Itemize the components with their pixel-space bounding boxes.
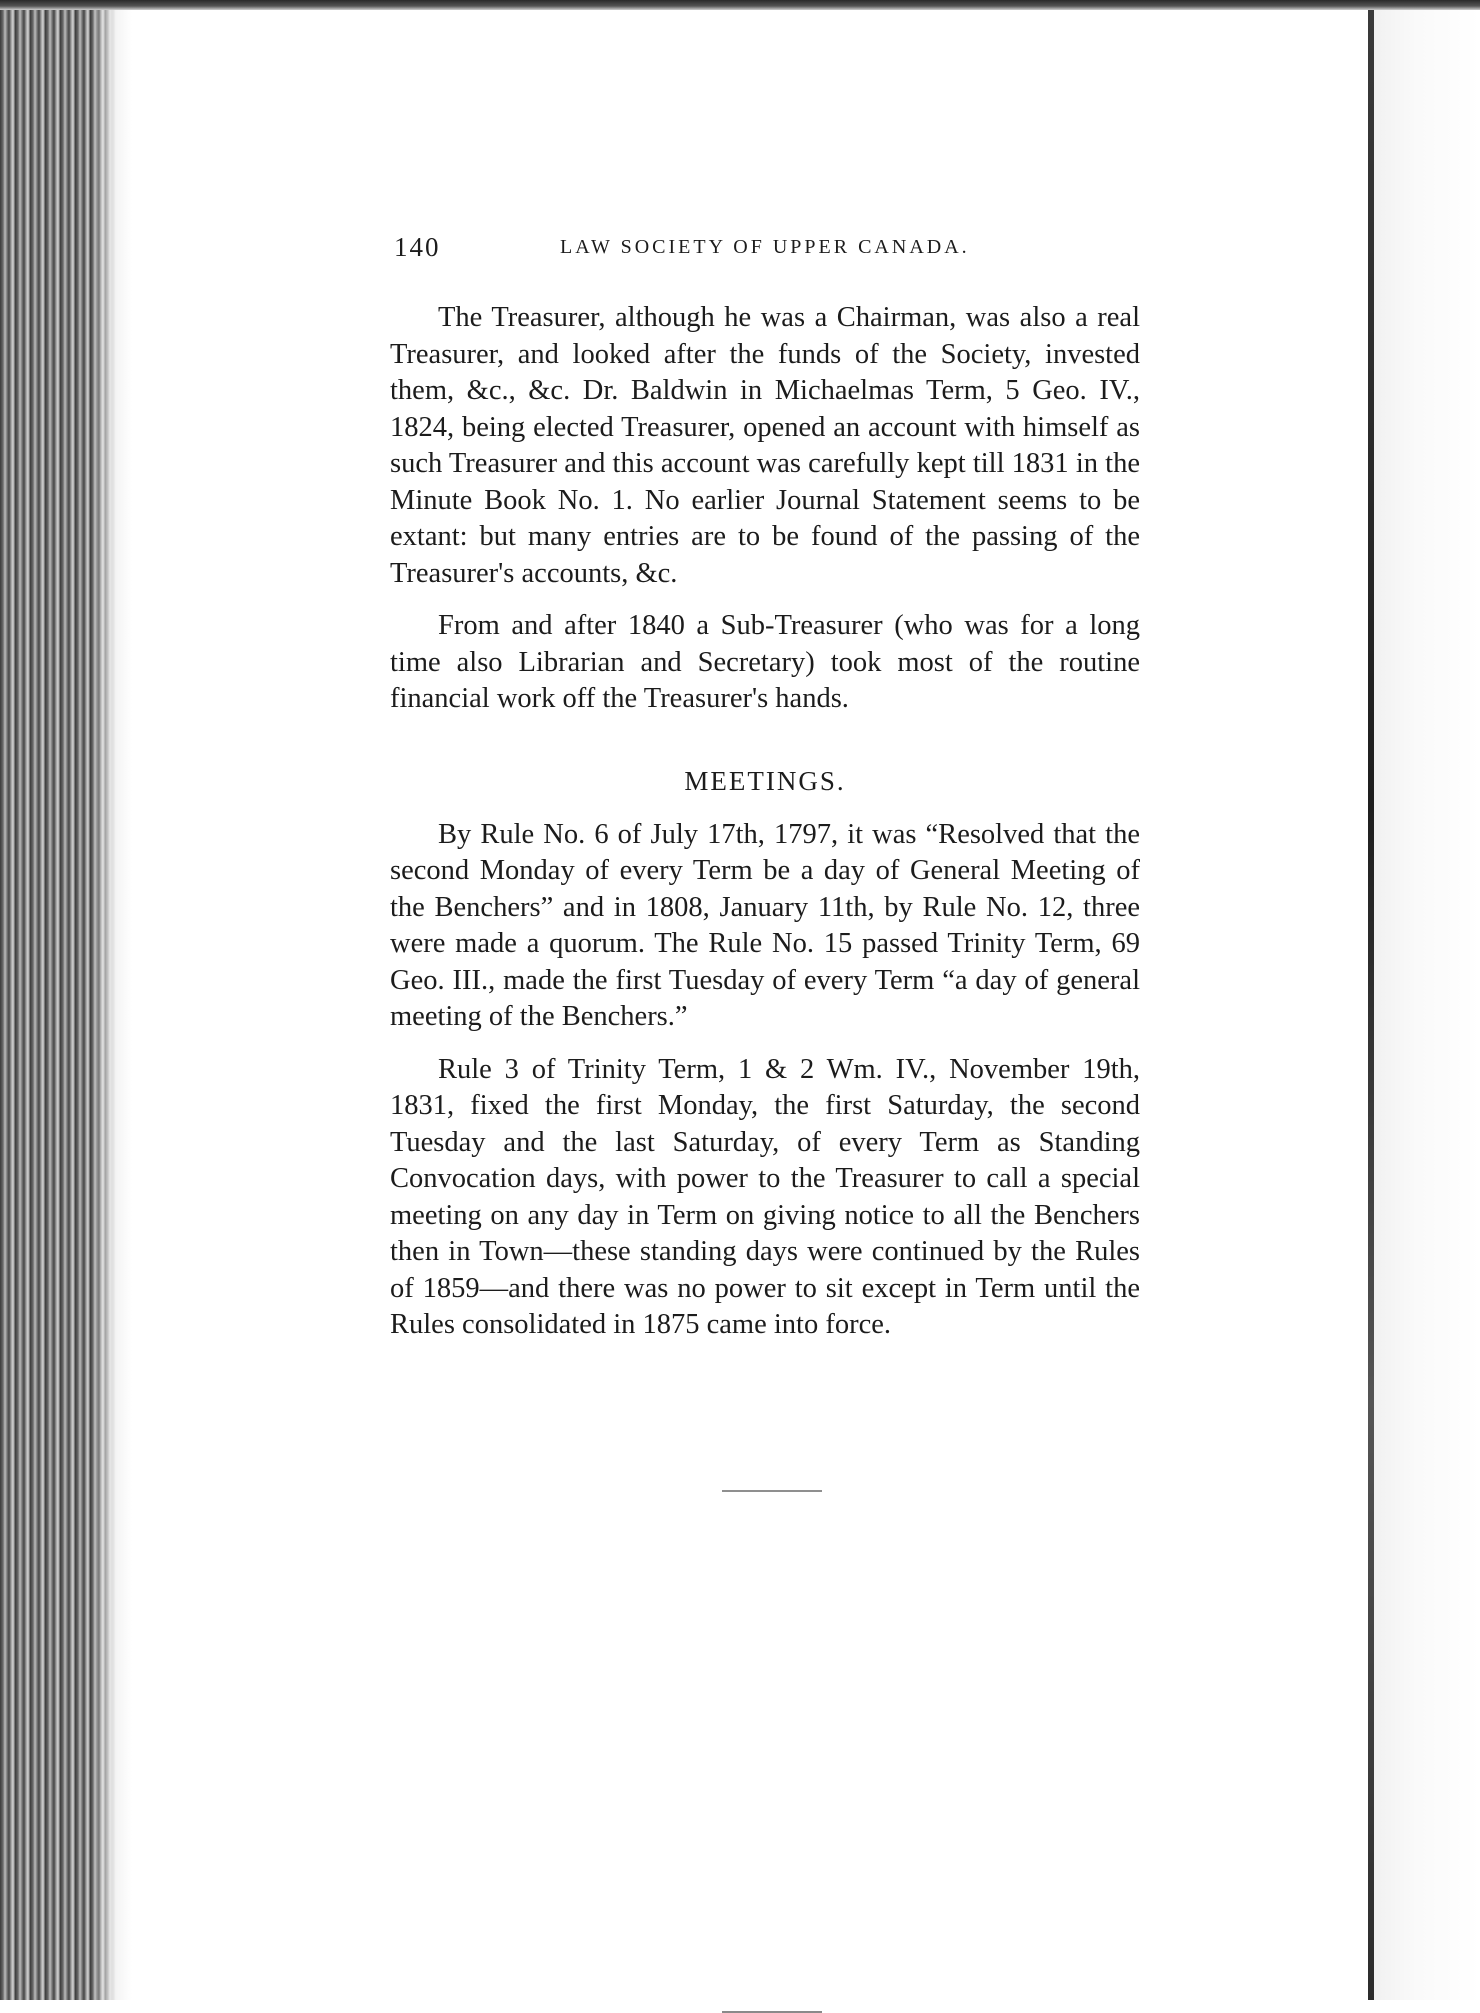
paragraph-treasurer-duties: The Treasurer, although he was a Chairman, was also a real Treasurer, and looked after the funds of the Society, invested them, &c., &c. Dr. Baldwin in Michaelmas Term, 5 Geo. IV., 1824, being elected Treasurer, opened an account with himself as such Treasurer and this account was carefully kept till 1831 in the Minute Book No. 1. No earlier Journal Statement seems to be extant: but many entries are to be found of the passing of the Treasurer's accounts, &c. [390, 302, 1140, 589]
paragraph-sub-treasurer: From and after 1840 a Sub-Treasurer (who was for a long time also Librarian and Secretary) took most of the routine financial work off the Treasurer's hands. [390, 610, 1140, 714]
facing-page-margin [1374, 10, 1480, 2000]
page-number: 140 [394, 232, 441, 262]
book-page [390, 232, 1140, 1344]
running-head [390, 232, 1140, 272]
paragraph-rule-3: Rule 3 of Trinity Term, 1 & 2 Wm. IV., November 19th, 1831, fixed the first Monday, the first Saturday, the second Tuesday and the last Saturday, of every Term as Standing Convocation days, with power to the Treasurer to call a special meeting on any day in Term on giving notice to all the Benchers then in Town—these standing days were continued by the Rules of 1859—and there was no power to sit except in Term until the Rules consolidated in 1875 came into force. [390, 1053, 1140, 1340]
paragraph-rule-no-6: By Rule No. 6 of July 17th, 1797, it was “Resolved that the second Monday of every Term be a day of General Meeting of the Benchers” and in 1808, January 11th, by Rule No. 12, three were made a quorum. The Rule No. 15 passed Trinity Term, 69 Geo. III., made the first Tuesday of every Term “a day of general meeting of the Benchers.” [390, 818, 1140, 1032]
spine-shadow [92, 10, 132, 2000]
closing-short-rule [722, 1490, 822, 1492]
section-heading-meetings: MEETINGS. [684, 765, 846, 796]
scan-top-edge [0, 0, 1480, 10]
running-title: LAW SOCIETY OF UPPER CANADA. [560, 236, 970, 258]
